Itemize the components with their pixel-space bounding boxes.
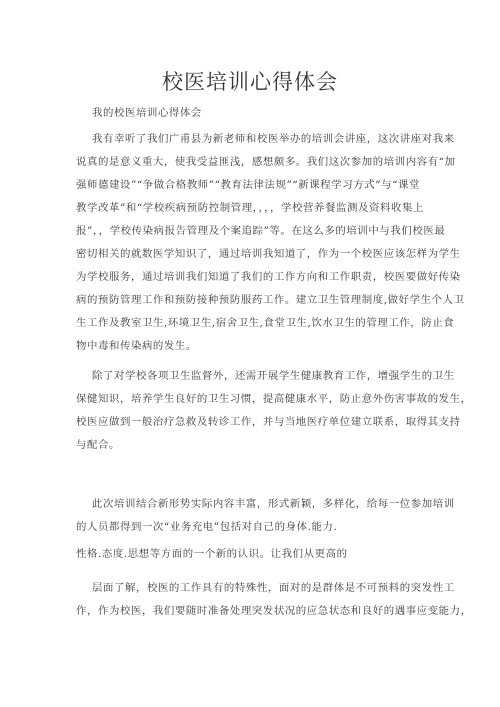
text-line: 校医应做到一般治疗急救及转诊工作，并与当地医疗单位建立联系，取得其支持: [76, 416, 461, 428]
text-line: 作，作为校医，我们要随时准备处理突发状况的应急状态和良好的遇事应变能力，: [76, 605, 472, 617]
text-line-heading: 我的校医培训心得体会: [92, 107, 202, 119]
text-line: 我有幸听了我们广甫县为新老师和校医举办的培训会讲座，这次讲座对我来: [92, 133, 455, 145]
text-line: 说真的是意义重大，使我受益匪浅，感想颇多。我们这次参加的培训内容有“加: [76, 156, 456, 168]
text-line: 密切相关的就数医学知识了，通过培训我知道了，作为一个校医应该怎样为学生: [76, 248, 461, 260]
text-line: 报”，，学校传染病报告管理及个案追踪”等。在这么多的培训中与我们校医最: [76, 225, 446, 237]
text-line: 保健知识，培养学生良好的卫生习惯，提高健康水平，防止意外伤害事故的发生，: [76, 393, 472, 405]
text-line: 病的预防管理工作和预防接种预防服药工作。建立卫生管理制度,做好学生个人卫: [76, 294, 465, 306]
text-line: 与配合。: [76, 439, 120, 451]
text-line: 生工作及教室卫生,环境卫生,宿舍卫生,食堂卫生,饮水卫生的管理工作，防止食: [76, 317, 455, 329]
text-line: 物中毒和传染病的发生。: [76, 340, 197, 352]
text-line: 性格.态度.思想等方面的一个新的认识。让我们从更高的: [76, 548, 348, 560]
text-line: 为学校服务，通过培训我们知道了我们的工作方向和工作职责，校医要做好传染: [76, 271, 461, 283]
document-title: 校医培训心得体会: [162, 70, 338, 94]
text-line: 的人员都得到一次“业务充电”包括对自己的身体.能力.: [76, 521, 338, 533]
text-line: 教学改革”和“学校疾病预防控制管理，，，，学校营养餐监测及资料收集上: [76, 202, 424, 214]
text-line: 强师德建设”“争做合格教师”“教育法律法规”“新课程学习方式”与“课堂: [76, 179, 421, 191]
text-line: 此次培训结合新形势实际内容丰富，形式新颖，多样化，给每一位参加培训: [92, 498, 455, 510]
text-line: 除了对学校各项卫生监督外，还需开展学生健康教育工作，增强学生的卫生: [92, 370, 455, 382]
text-line: 层面了解，校医的工作具有的特殊性，面对的是群体是不可预料的突发性工: [92, 582, 455, 594]
